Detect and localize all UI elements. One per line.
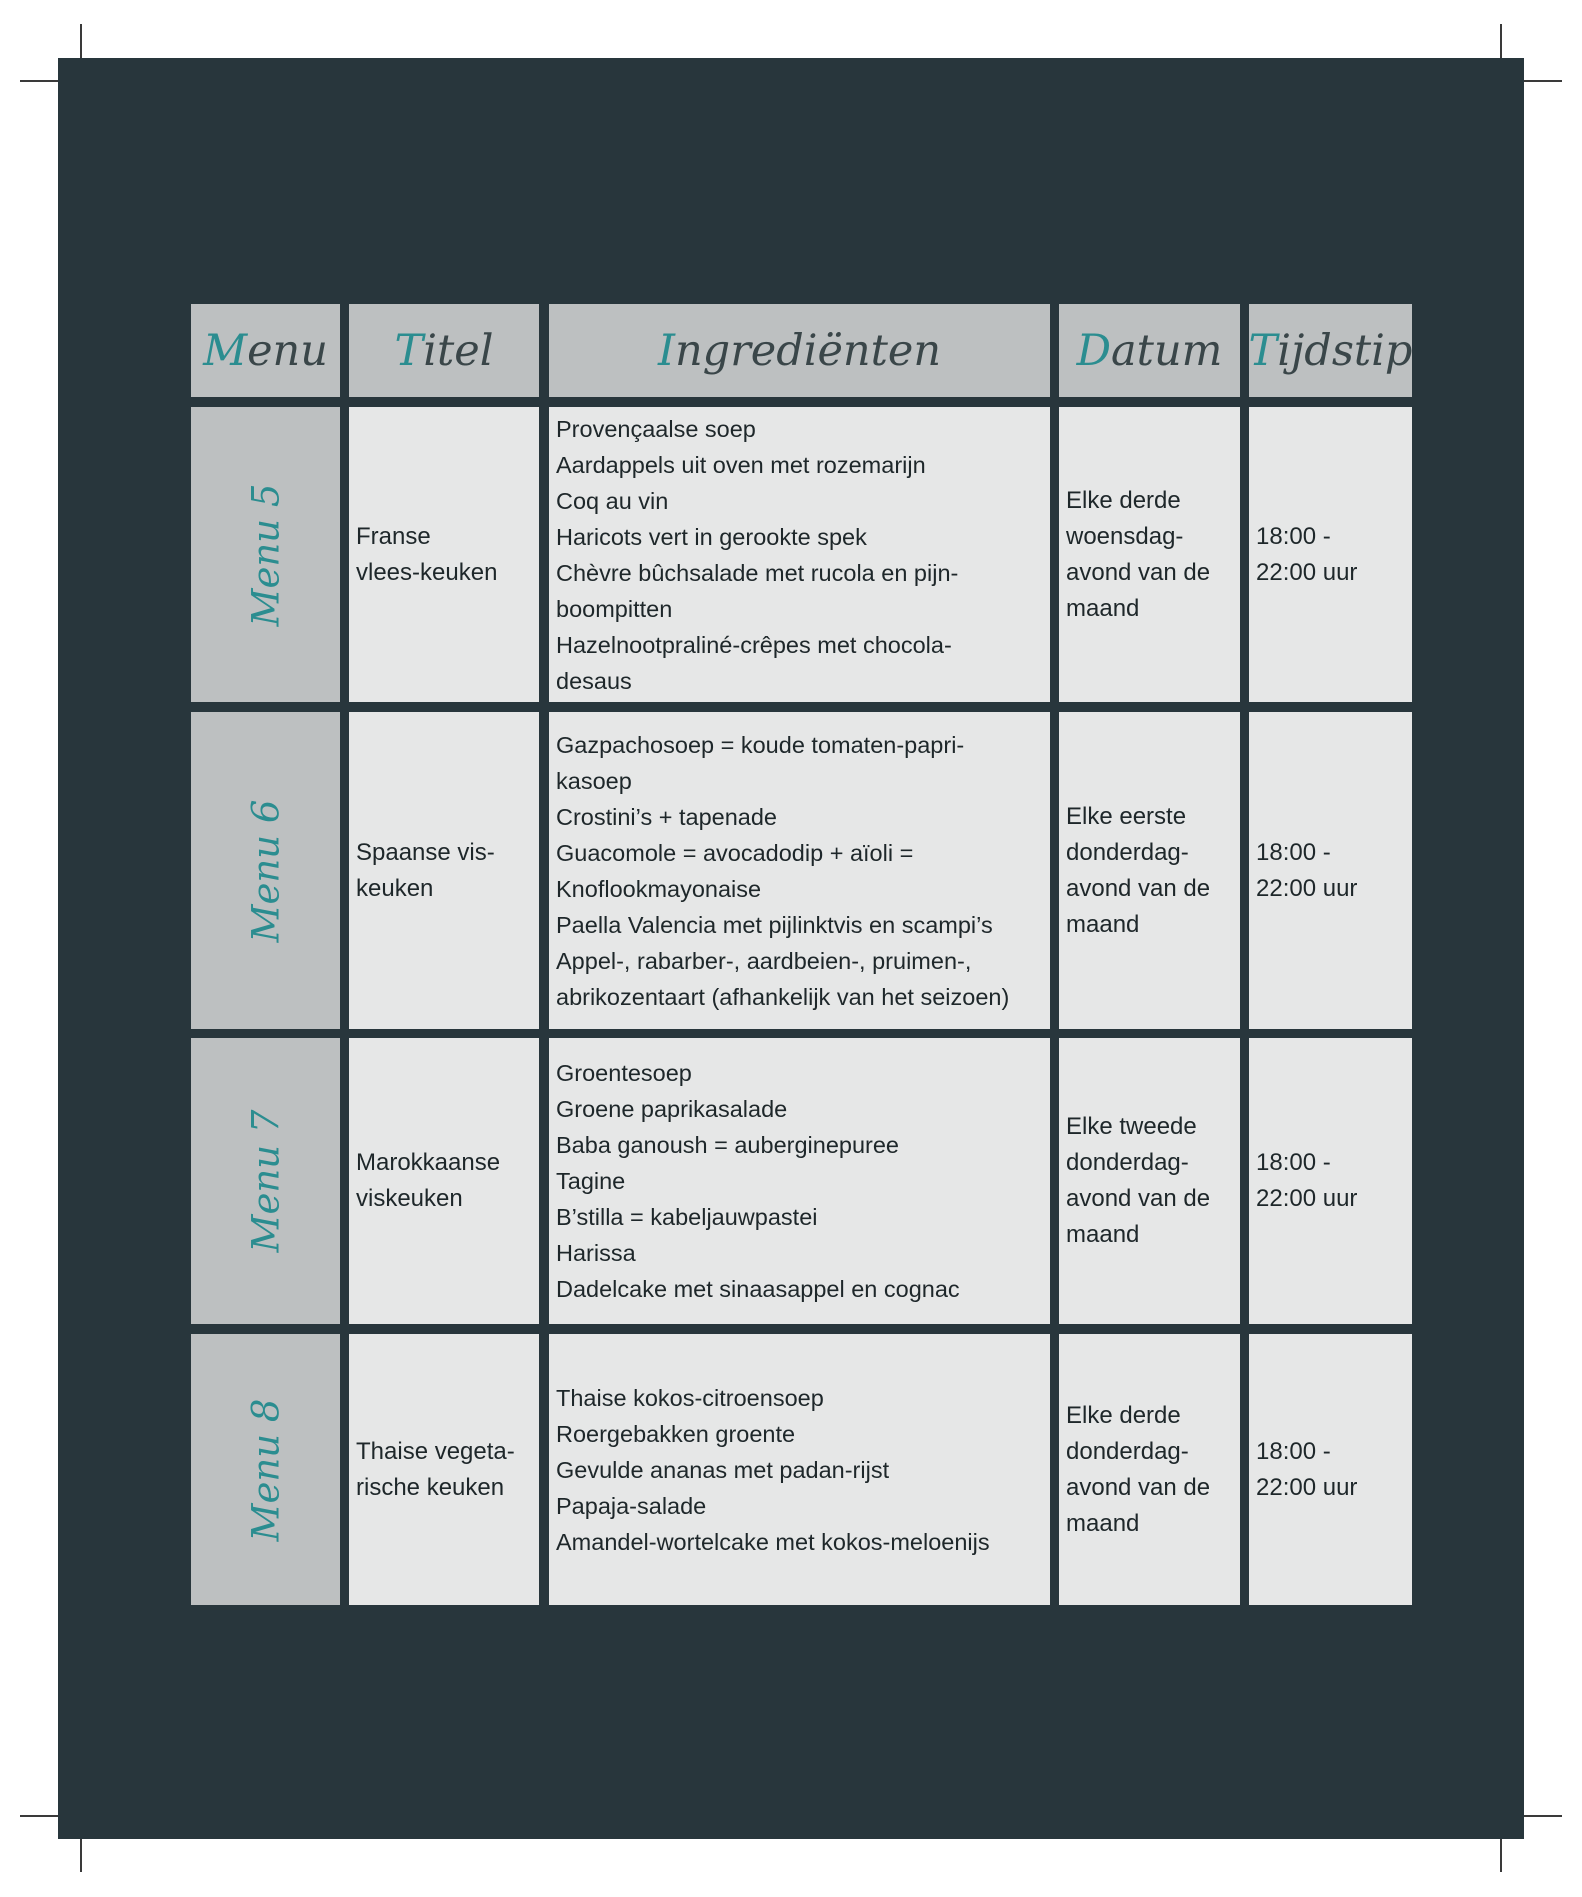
titel-cell: Franse vlees-keuken: [349, 407, 539, 702]
datum-cell: Elke derde woensdag- avond van de maand: [1059, 407, 1240, 702]
datum-cell: Elke eerste donderdag- avond van de maand: [1059, 712, 1240, 1029]
tijdstip-cell: 18:00 - 22:00 uur: [1249, 1038, 1412, 1324]
ingredienten-cell: Provençaalse soep Aardappels uit oven met rozemarijn Coq au vin Haricots vert in gerookte spek Chèvre bûchsalade met rucola en pijn- boompitten Hazelnootpraliné-crêpes met chocola- desaus: [549, 407, 1050, 702]
tijdstip-cell: 18:00 - 22:00 uur: [1249, 1334, 1412, 1605]
table-row-menu-8-label: Menu 8: [191, 1334, 340, 1605]
tijdstip-cell: 18:00 - 22:00 uur: [1249, 712, 1412, 1029]
table-row-menu-5-label: Menu 5: [191, 407, 340, 702]
ingredienten-cell: Gazpachosoep = koude tomaten-papri- kasoep Crostini’s + tapenade Guacomole = avocadodip + aïoli = Knoflookmayonaise Paella Valencia met pijlinktvis en scampi’s Appel-, rabarber-, aardbeien-, pruimen-, abrikozentaart (afhankelijk van het seizoen): [549, 712, 1050, 1029]
header-ingredienten: I ngrediënten: [549, 304, 1050, 397]
titel-cell: Marokkaanse viskeuken: [349, 1038, 539, 1324]
header-titel: T itel: [349, 304, 539, 397]
tijdstip-cell: 18:00 - 22:00 uur: [1249, 407, 1412, 702]
titel-cell: Spaanse vis- keuken: [349, 712, 539, 1029]
table-row-menu-7-label: Menu 7: [191, 1038, 340, 1324]
ingredienten-cell: Thaise kokos-citroensoep Roergebakken groente Gevulde ananas met padan-rijst Papaja-salade Amandel-wortelcake met kokos-meloenijs: [549, 1334, 1050, 1605]
table-row-menu-6-label: Menu 6: [191, 712, 340, 1029]
header-menu: M enu: [191, 304, 340, 397]
header-datum: D atum: [1059, 304, 1240, 397]
crop-mark: [1518, 1815, 1562, 1817]
ingredienten-cell: Groentesoep Groene paprikasalade Baba ganoush = auberginepuree Tagine B’stilla = kabeljauwpastei Harissa Dadelcake met sinaasappel en cognac: [549, 1038, 1050, 1324]
datum-cell: Elke tweede donderdag- avond van de maand: [1059, 1038, 1240, 1324]
header-tijdstip: T ijdstip: [1249, 304, 1412, 397]
datum-cell: Elke derde donderdag- avond van de maand: [1059, 1334, 1240, 1605]
crop-mark: [1518, 80, 1562, 82]
titel-cell: Thaise vegeta- rische keuken: [349, 1334, 539, 1605]
